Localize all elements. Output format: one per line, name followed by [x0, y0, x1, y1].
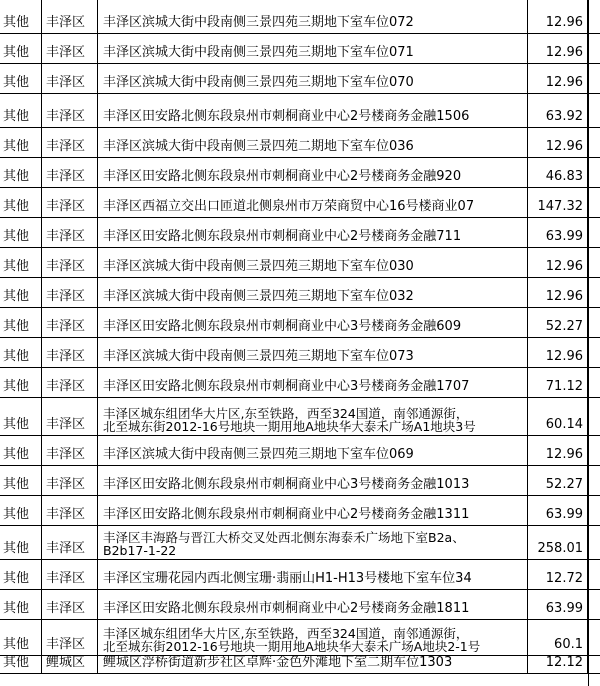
type-cell: 其他: [0, 128, 42, 157]
area-cell: 12.96: [528, 278, 588, 307]
area-cell: 12.96: [528, 64, 588, 93]
address-line: 丰泽区滨城大街中段南侧三景四苑三期地下室车位069: [103, 447, 414, 462]
district-cell: 丰泽区: [42, 496, 98, 525]
address-line: 丰泽区田安路北侧东段泉州市刺桐商业中心2号楼商务金融711: [103, 229, 462, 244]
table-row: [0, 34, 600, 64]
address-line: 北至城东街2012-16号地块一期用地A地块华大泰禾广场A地块2-1号: [103, 639, 481, 654]
address-cell: [98, 656, 528, 673]
area-cell: 60.14: [528, 398, 588, 435]
district-cell: 丰泽区: [42, 398, 98, 435]
table-row: [0, 338, 600, 368]
district-cell: 丰泽区: [42, 248, 98, 277]
table-row: [0, 368, 600, 398]
type-cell: 其他: [0, 278, 42, 307]
address-line: 丰泽区西福立交出口匝道北侧泉州市万荣商贸中心16号楼商业07: [103, 199, 475, 214]
address-cell: [98, 590, 528, 619]
district-cell: 丰泽区: [42, 128, 98, 157]
area-cell: 12.12: [528, 656, 588, 673]
type-cell: 其他: [0, 560, 42, 589]
address-line: 丰泽区宝珊花园内西北侧宝珊·翡丽山H1-H13号楼地下室车位34: [103, 571, 472, 586]
table-row: [0, 620, 600, 656]
district-cell: 丰泽区: [42, 188, 98, 217]
area-cell: 63.99: [528, 218, 588, 247]
type-cell: 其他: [0, 368, 42, 397]
table-row: [0, 526, 600, 560]
type-cell: 其他: [0, 496, 42, 525]
table-row: [0, 248, 600, 278]
address-cell: [98, 398, 528, 435]
address-cell: [98, 188, 528, 217]
address-line: 丰泽区滨城大街中段南侧三景四苑三期地下室车位070: [103, 75, 414, 90]
area-cell: 12.96: [528, 0, 588, 33]
address-line: 丰泽区田安路北侧东段泉州市刺桐商业中心2号楼商务金融920: [103, 169, 462, 184]
area-cell: 46.83: [528, 158, 588, 187]
type-cell: 其他: [0, 158, 42, 187]
table-row: [0, 94, 600, 128]
address-cell: [98, 128, 528, 157]
district-cell: 丰泽区: [42, 158, 98, 187]
address-line: 丰泽区田安路北侧东段泉州市刺桐商业中心2号楼商务金融1311: [103, 507, 470, 522]
type-cell: 其他: [0, 94, 42, 127]
district-cell: 丰泽区: [42, 620, 98, 655]
type-cell: 其他: [0, 656, 42, 673]
type-cell: 其他: [0, 466, 42, 495]
address-line: 丰泽区滨城大街中段南侧三景四苑三期地下室车位030: [103, 259, 414, 274]
area-cell: 52.27: [528, 466, 588, 495]
address-cell: [98, 368, 528, 397]
address-cell: [98, 158, 528, 187]
address-cell: [98, 248, 528, 277]
address-line: 丰泽区滨城大街中段南侧三景四苑三期地下室车位032: [103, 289, 414, 304]
address-cell: [98, 94, 528, 127]
area-cell: 63.99: [528, 496, 588, 525]
address-cell: [98, 526, 528, 559]
address-cell: [98, 218, 528, 247]
table-row: [0, 64, 600, 94]
address-cell: [98, 496, 528, 525]
district-cell: 丰泽区: [42, 94, 98, 127]
area-cell: 71.12: [528, 368, 588, 397]
district-cell: 丰泽区: [42, 560, 98, 589]
area-cell: 60.1: [528, 620, 588, 655]
table-row: [0, 218, 600, 248]
address-cell: [98, 278, 528, 307]
table-row: [0, 560, 600, 590]
address-line: 丰泽区田安路北侧东段泉州市刺桐商业中心2号楼商务金融1811: [103, 601, 470, 616]
address-line: 丰泽区滨城大街中段南侧三景四苑二期地下室车位036: [103, 139, 414, 154]
address-cell: [98, 64, 528, 93]
table-row: [0, 590, 600, 620]
district-cell: 丰泽区: [42, 0, 98, 33]
address-line: 丰泽区田安路北侧东段泉州市刺桐商业中心3号楼商务金融1707: [103, 379, 470, 394]
district-cell: 丰泽区: [42, 64, 98, 93]
area-cell: 12.96: [528, 436, 588, 465]
table-row: [0, 278, 600, 308]
address-line: 鲤城区浮桥街道新步社区卓辉·金色外滩地下室二期车位1303: [103, 656, 453, 670]
area-cell: 258.01: [528, 526, 588, 559]
table-row: [0, 466, 600, 496]
district-cell: 丰泽区: [42, 34, 98, 63]
type-cell: 其他: [0, 620, 42, 655]
type-cell: 其他: [0, 526, 42, 559]
address-line: 北至城东街2012-16号地块一期用地A地块华大泰禾广场A1地块3号: [103, 419, 476, 434]
address-line: 丰泽区城东组团华大片区,东至铁路，西至324国道，南邻通源街，: [103, 626, 469, 641]
district-cell: 丰泽区: [42, 338, 98, 367]
district-cell: 丰泽区: [42, 526, 98, 559]
district-cell: 丰泽区: [42, 590, 98, 619]
address-cell: [98, 620, 528, 655]
address-line: 丰泽区丰海路与晋江大桥交叉处西北侧东海泰禾广场地下室B2a、: [103, 530, 465, 545]
area-cell: 12.96: [528, 128, 588, 157]
address-cell: [98, 466, 528, 495]
type-cell: 其他: [0, 34, 42, 63]
district-cell: 鲤城区: [42, 656, 98, 673]
area-cell: 63.92: [528, 94, 588, 127]
table-row: [0, 188, 600, 218]
district-cell: 丰泽区: [42, 308, 98, 337]
type-cell: 其他: [0, 590, 42, 619]
type-cell: 其他: [0, 218, 42, 247]
table-row: [0, 656, 600, 674]
area-cell: 52.27: [528, 308, 588, 337]
district-cell: 丰泽区: [42, 436, 98, 465]
table-row: [0, 398, 600, 436]
address-cell: [98, 560, 528, 589]
address-line: 丰泽区田安路北侧东段泉州市刺桐商业中心3号楼商务金融1013: [103, 477, 470, 492]
address-cell: [98, 34, 528, 63]
address-line: 丰泽区滨城大街中段南侧三景四苑三期地下室车位071: [103, 45, 414, 60]
area-cell: 12.96: [528, 248, 588, 277]
table-row: [0, 0, 600, 34]
area-cell: 12.96: [528, 34, 588, 63]
address-cell: [98, 308, 528, 337]
area-cell: 12.72: [528, 560, 588, 589]
district-cell: 丰泽区: [42, 278, 98, 307]
type-cell: 其他: [0, 398, 42, 435]
type-cell: 其他: [0, 308, 42, 337]
type-cell: 其他: [0, 338, 42, 367]
district-cell: 丰泽区: [42, 368, 98, 397]
type-cell: 其他: [0, 436, 42, 465]
table-row: [0, 128, 600, 158]
address-line: 丰泽区滨城大街中段南侧三景四苑三期地下室车位073: [103, 349, 414, 364]
address-line: 丰泽区田安路北侧东段泉州市刺桐商业中心3号楼商务金融609: [103, 319, 462, 334]
address-line: 丰泽区田安路北侧东段泉州市刺桐商业中心2号楼商务金融1506: [103, 109, 470, 124]
type-cell: 其他: [0, 248, 42, 277]
district-cell: 丰泽区: [42, 218, 98, 247]
table-row: [0, 158, 600, 188]
type-cell: 其他: [0, 0, 42, 33]
address-line: 丰泽区滨城大街中段南侧三景四苑三期地下室车位072: [103, 15, 414, 30]
type-cell: 其他: [0, 188, 42, 217]
address-cell: [98, 0, 528, 33]
area-cell: 147.32: [528, 188, 588, 217]
area-cell: 12.96: [528, 338, 588, 367]
table-row: [0, 308, 600, 338]
address-line: B2b17-1-22: [103, 543, 177, 558]
district-cell: 丰泽区: [42, 466, 98, 495]
address-cell: [98, 436, 528, 465]
area-cell: 63.99: [528, 590, 588, 619]
table-row: [0, 496, 600, 526]
table-row: [0, 436, 600, 466]
address-line: 丰泽区城东组团华大片区,东至铁路，西至324国道，南邻通源街，: [103, 406, 469, 421]
address-cell: [98, 338, 528, 367]
table-right-border: [588, 0, 589, 686]
type-cell: 其他: [0, 64, 42, 93]
